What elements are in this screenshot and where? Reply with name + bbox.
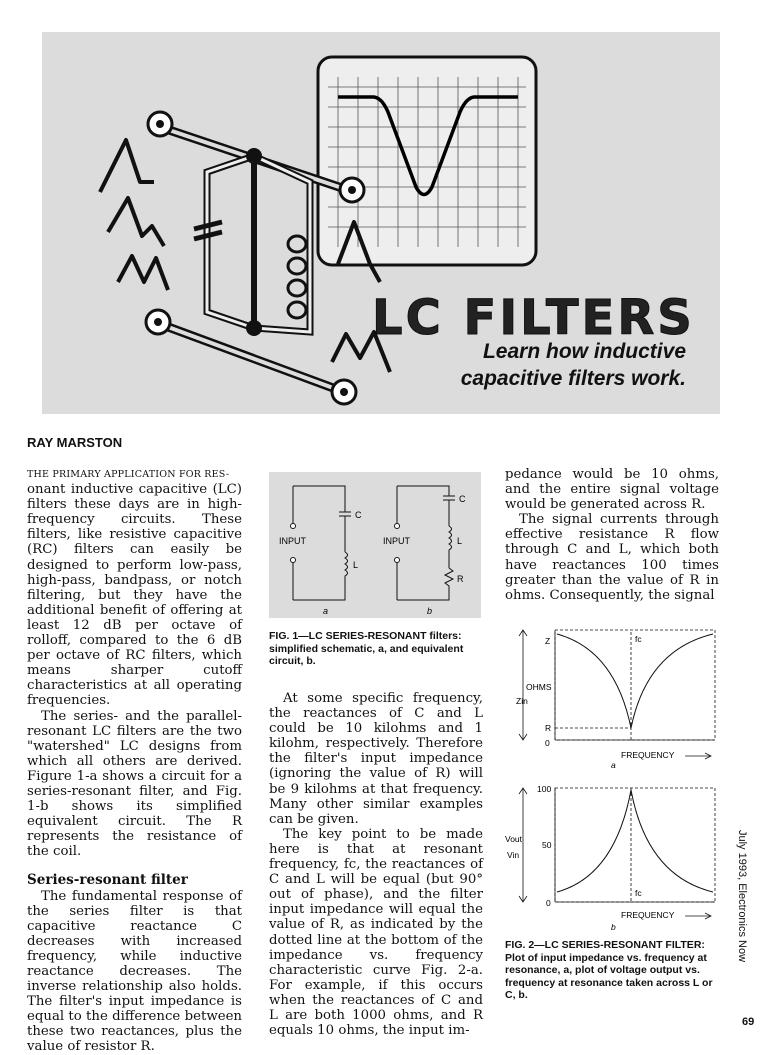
fig2a-ylabel: OHMS (526, 682, 552, 692)
paragraph: The fundamental response of the series filter is that capacitive reactance C decreases with increased frequency, while inductive reactance decreases. The inverse relationship also holds. The filter's input impedance is equal to the difference between these two reactances, plus the value of resistor R. (27, 888, 242, 1055)
page-number: 69 (742, 1016, 755, 1028)
column-3 (505, 467, 719, 603)
fig2b-vout: Vout (505, 834, 523, 844)
paragraph: The series- and the parallel-resonant LC filters are the two "watershed" LC designs from which all others are derived. Figure 1-a shows a circuit for a series-resonant filter, and Fig. 1-b shows its simplified equivalent circuit. The R represents the resistance of the coil. (27, 708, 242, 860)
fig2a-fc: fc (635, 634, 642, 644)
fig2a-zin: Zin (516, 696, 528, 706)
label-input-b: INPUT (383, 536, 410, 546)
label-c-a: C (355, 510, 362, 520)
lede-caps: THE PRIMARY APPLICATION FOR RES- (27, 469, 230, 480)
subtitle-line-1: Learn how inductive (482, 340, 686, 363)
column-1 (27, 467, 242, 1055)
fig2a-zero: 0 (545, 738, 550, 748)
paragraph: At some specific frequency, the reactances of C and L could be 10 kilohms and 1 kilohm, respectively. Therefore the filter's input impedance (ignoring the value of R) will be 9 kilohms at that frequency. Many other similar examples can be given. (269, 691, 483, 827)
figure-2 (505, 620, 735, 940)
figure-1-schematic (269, 472, 481, 618)
fig2a-r: R (545, 723, 552, 733)
inductor-icon (288, 236, 306, 318)
figure-2-plots (505, 620, 735, 940)
figure-1-caption: FIG. 1—LC SERIES-RESONANT filters: simplified schematic, a, and equivalent circuit, b. (269, 630, 464, 667)
label-sub-b: b (427, 606, 433, 616)
header-illustration (42, 32, 720, 414)
fig2b-50: 50 (542, 840, 552, 850)
label-l-b: L (457, 536, 463, 546)
label-r-b: R (457, 574, 464, 584)
label-c-b: C (459, 494, 466, 504)
circuit-wire (254, 156, 310, 332)
column-2 (269, 691, 483, 1038)
paragraph: The key point to be made here is that at resonant frequency, fc, the reactances of C and L will be equal (but 90° out of phase), and the filter input impedance will equal the value of R, as indicated by the dotted line at the bottom of the impedance vs. frequency characteristic curve Fig. 2-a. For example, if this occurs when the reactances of C and L are both 1000 ohms, and R equals 10 ohms, the input im- (269, 826, 483, 1039)
fig2b-fc: fc (635, 888, 642, 898)
page-subtitle (366, 338, 686, 392)
author-byline: RAY MARSTON (27, 435, 123, 450)
fig2b-xlabel: FREQUENCY (621, 910, 675, 920)
subtitle-line-2: capacitive filters work. (460, 367, 686, 390)
paragraph: pedance would be 10 ohms, and the entire signal voltage would be generated across R. (505, 467, 719, 513)
figure-2-caption: FIG. 2—LC SERIES-RESONANT FILTER: Plot of input impedance vs. frequency at resonance, a, plot of voltage output vs. frequency at resonance taken across L or C, b. (505, 939, 713, 1001)
label-sub-a: a (323, 606, 329, 616)
section-heading: Series-resonant filter (27, 872, 188, 889)
fig2b-sub: b (611, 922, 616, 932)
circuit-wire (207, 156, 254, 328)
running-footer: July 1993, Electronics Now (736, 830, 748, 963)
label-input-a: INPUT (279, 536, 306, 546)
fig2a-xlabel: FREQUENCY (621, 750, 675, 760)
fig2b-vin: Vin (507, 850, 520, 860)
fig2a-z: Z (545, 636, 551, 646)
fig2b-zero: 0 (546, 898, 551, 908)
paragraph: The signal currents through effective resistance R flow through C and L, which both have reactances 100 times greater than the value of R in ohms. Consequently, the signal (505, 512, 719, 603)
figure-1 (269, 472, 481, 618)
paragraph: onant inductive capacitive (LC) filters these days are in high-frequency circuits. These filters, like resistive capacitive (RC) filters can easily be designed to perform low-pass, high-pass, bandpass, or notch filtering, but they have the additional benefit of offering at least 12 dB per octave of rolloff, compared to the 6 dB per octave of RC filters, which means sharper cutoff characteristics at all operating frequencies. (27, 482, 242, 709)
fig2b-100: 100 (537, 784, 552, 794)
page-title: LC FILTERS (372, 290, 695, 346)
label-l-a: L (353, 560, 359, 570)
fig2a-sub: a (611, 760, 616, 770)
